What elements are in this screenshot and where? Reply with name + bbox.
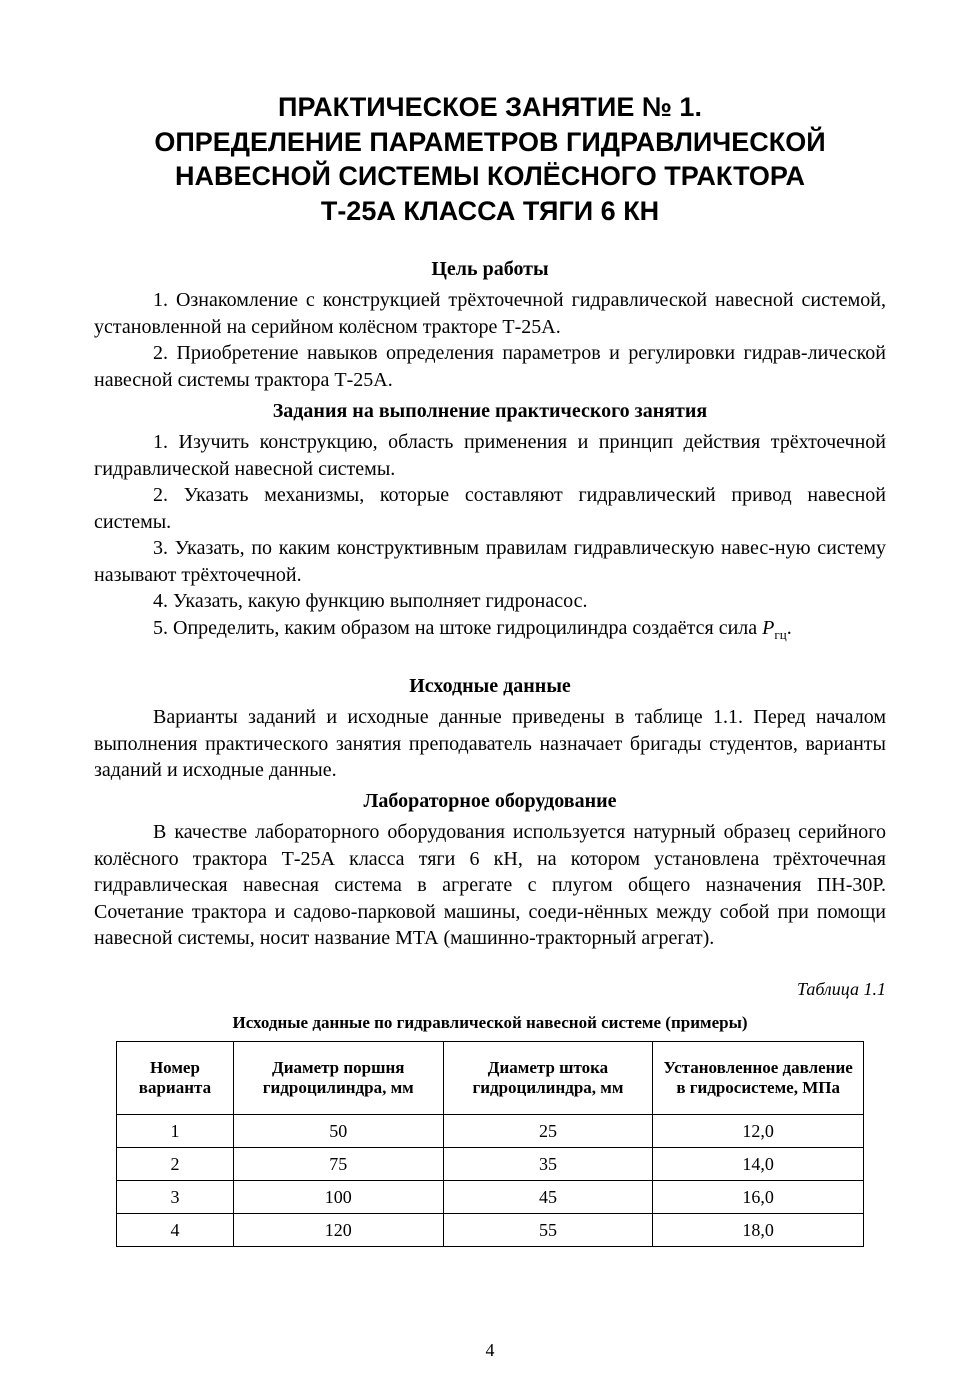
- table-cell: 35: [443, 1148, 653, 1181]
- table-cell: 55: [443, 1214, 653, 1247]
- header-variant: Номер варианта: [117, 1042, 234, 1115]
- lab-paragraph: В качестве лабораторного оборудования используется натурный образец серийного колёсного трактора Т-25А класса тяги 6 кН, на котором установлена трёхточечная гидравлическая навесная система в агрегате с плугом общего назначения ПН-30Р. Сочетание трактора и садово-парковой машины, соеди-нённых между собой при помощи навесной системы, носит название МТА (машинно-тракторный агрегат).: [94, 821, 886, 949]
- header-rod-diameter: Диаметр штока гидроцилиндра, мм: [443, 1042, 653, 1115]
- table-row: [117, 1115, 864, 1148]
- initial-paragraph: Варианты заданий и исходные данные приведены в таблице 1.1. Перед началом выполнения практического занятия преподаватель назначает бригады студентов, варианты заданий и исходные данные.: [94, 706, 886, 781]
- table-number-label: Таблица 1.1: [796, 979, 886, 999]
- table-cell: 45: [443, 1181, 653, 1214]
- initial-heading: Исходные данные: [409, 675, 571, 697]
- table-row: [117, 1181, 864, 1214]
- title-line-2: ОПРЕДЕЛЕНИЕ ПАРАМЕТРОВ ГИДРАВЛИЧЕСКОЙ: [154, 126, 826, 157]
- table-cell: 3: [117, 1181, 234, 1214]
- table-cell: 18,0: [653, 1214, 864, 1247]
- task-item-3: 3. Указать, по каким конструктивным правилам гидравлическую навес-ную систему называют трёхточечной.: [94, 537, 886, 586]
- header-pressure: Установленное давление в гидросистеме, МПа: [653, 1042, 864, 1115]
- page-number: 4: [485, 1340, 495, 1360]
- table-cell: 25: [443, 1115, 653, 1148]
- table-cell: 12,0: [653, 1115, 864, 1148]
- lab-heading: Лабораторное оборудование: [363, 790, 617, 812]
- table-row: [117, 1214, 864, 1247]
- title-line-3: НАВЕСНОЙ СИСТЕМЫ КОЛЁСНОГО ТРАКТОРА: [174, 161, 806, 191]
- task-item-1: 1. Изучить конструкцию, область применения и принцип действия трёхточечной гидравлической навесной системы.: [94, 431, 886, 480]
- goal-paragraph-1: 1. Ознакомление с конструкцией трёхточечной гидравлической навесной системой, установленной на серийном колёсном тракторе Т-25А.: [94, 289, 886, 338]
- table-caption: Исходные данные по гидравлической навесной системе (примеры): [232, 1013, 748, 1032]
- table-cell: 50: [233, 1115, 443, 1148]
- task-item-2: 2. Указать механизмы, которые составляют гидравлический привод навесной системы.: [94, 484, 886, 533]
- table-cell: 14,0: [653, 1148, 864, 1181]
- table-row: [117, 1148, 864, 1181]
- tasks-heading: Задания на выполнение практического занятия: [272, 400, 708, 422]
- force-subscript: гц: [774, 627, 787, 642]
- parameters-table: [116, 1041, 864, 1247]
- task-item-5: 5. Определить, каким образом на штоке гидроцилиндра создаётся сила $P_{гц}$.: [153, 617, 792, 642]
- table-cell: 2: [117, 1148, 234, 1181]
- table-cell: 1: [117, 1115, 234, 1148]
- table-cell: 120: [233, 1214, 443, 1247]
- table-header-row: [117, 1042, 864, 1115]
- title-line-1: ПРАКТИЧЕСКОЕ ЗАНЯТИЕ № 1.: [278, 92, 702, 122]
- page-title: [94, 90, 886, 228]
- task-item-4: 4. Указать, какую функцию выполняет гидронасос.: [153, 590, 588, 612]
- table-cell: 16,0: [653, 1181, 864, 1214]
- table-cell: 100: [233, 1181, 443, 1214]
- header-piston-diameter: Диаметр поршня гидроцилиндра, мм: [233, 1042, 443, 1115]
- force-symbol: P: [762, 617, 775, 639]
- title-line-4: Т-25А КЛАССА ТЯГИ 6 КН: [320, 195, 660, 226]
- table-cell: 75: [233, 1148, 443, 1181]
- table-cell: 4: [117, 1214, 234, 1247]
- goal-heading: Цель работы: [431, 258, 549, 280]
- goal-paragraph-2: 2. Приобретение навыков определения параметров и регулировки гидрав-лической навесной системы трактора Т-25А.: [94, 342, 886, 391]
